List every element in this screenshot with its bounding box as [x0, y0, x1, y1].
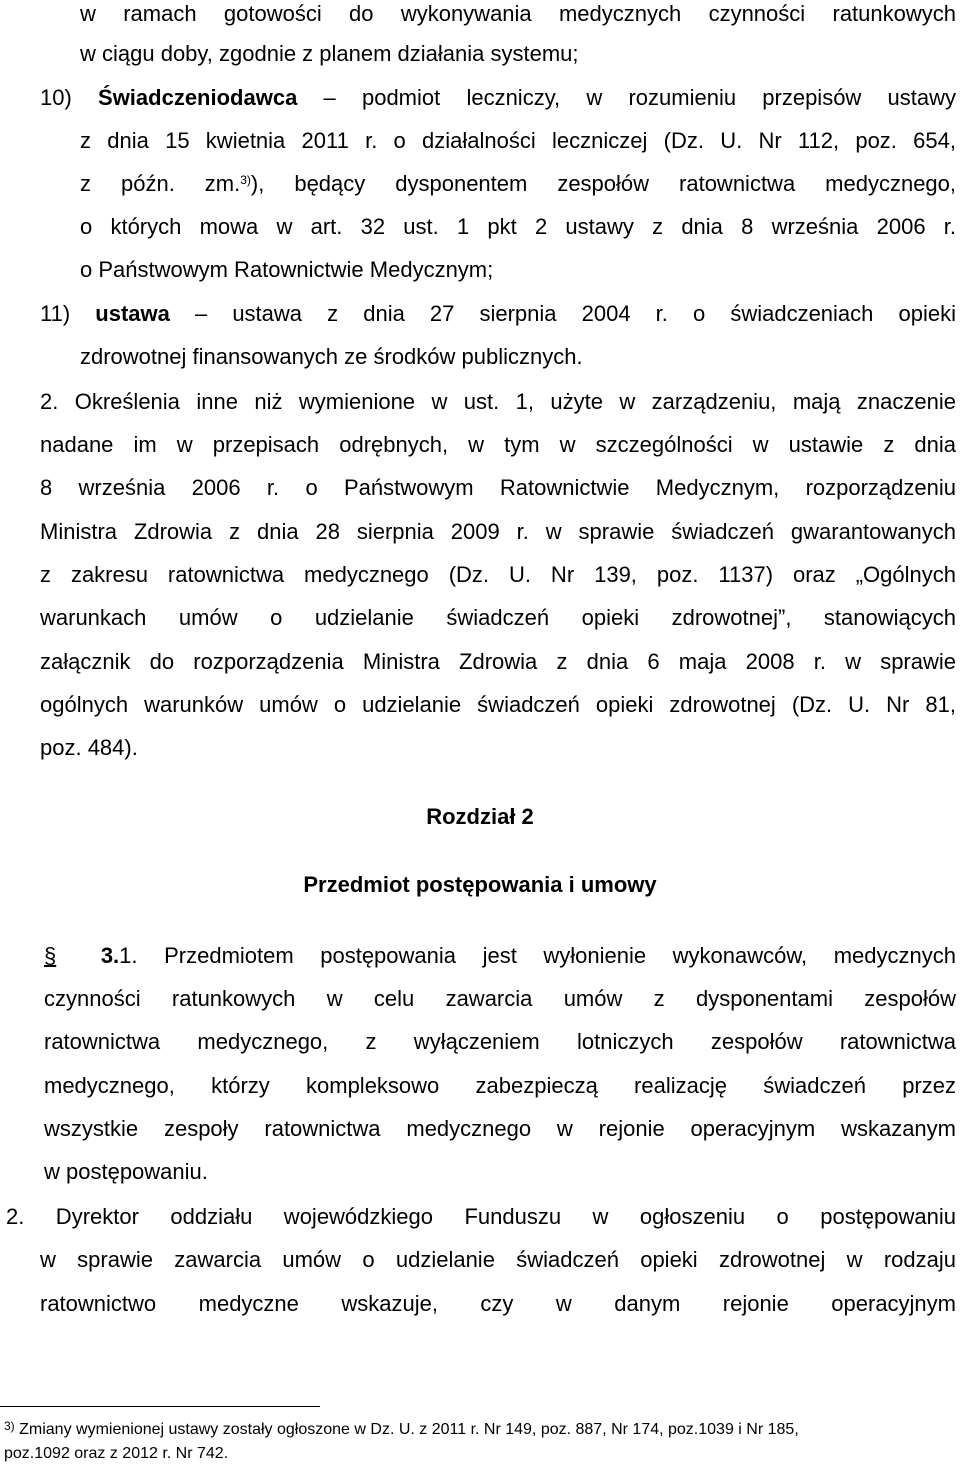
- text-line: Ministra Zdrowia z dnia 28 sierpnia 2009 r. w sprawie świadczeń gwarantowanych: [40, 519, 956, 544]
- text-line: 2. Dyrektor oddziału wojewódzkiego Funduszu w ogłoszeniu o postępowaniu: [6, 1204, 956, 1229]
- defined-term: ustawa: [95, 301, 170, 326]
- text-line: w ramach gotowości do wykonywania medycznych czynności ratunkowych: [80, 1, 956, 26]
- text-line: medycznego, którzy kompleksowo zabezpieczą realizację świadczeń przez: [44, 1073, 956, 1098]
- text-line: warunkach umów o udzielanie świadczeń opieki zdrowotnej”, stanowiących: [40, 605, 956, 630]
- footnote-separator: [0, 1406, 320, 1407]
- text-line: ratownictwo medyczne wskazuje, czy w danym rejonie operacyjnym: [40, 1291, 956, 1316]
- text-line: z zakresu ratownictwa medycznego (Dz. U. Nr 139, poz. 1137) oraz „Ogólnych: [40, 562, 956, 587]
- text-line: nadane im w przepisach odrębnych, w tym w szczególności w ustawie z dnia: [40, 432, 956, 457]
- footnote-ref: 3): [240, 173, 251, 187]
- footnote: [4, 1420, 799, 1440]
- text-line: ogólnych warunków umów o udzielanie świadczeń opieki zdrowotnej (Dz. U. Nr 81,: [40, 692, 956, 717]
- text-line: [80, 170, 956, 198]
- chapter-title: Przedmiot postępowania i umowy: [303, 872, 657, 897]
- text-line: w ciągu doby, zgodnie z planem działania systemu;: [80, 41, 579, 66]
- text-line: o których mowa w art. 32 ust. 1 pkt 2 ustawy z dnia 8 września 2006 r.: [80, 214, 956, 239]
- text-line: załącznik do rozporządzenia Ministra Zdrowia z dnia 6 maja 2008 r. w sprawie: [40, 649, 956, 674]
- text-line: ratownictwa medycznego, z wyłączeniem lotniczych zespołów ratownictwa: [44, 1029, 956, 1054]
- text-line: w sprawie zawarcia umów o udzielanie świadczeń opieki zdrowotnej w rodzaju: [40, 1247, 956, 1272]
- footnote-marker: 3): [4, 1419, 15, 1433]
- defined-term: Świadczeniodawca: [98, 85, 298, 110]
- text-line: poz. 484).: [40, 735, 138, 760]
- item-number: 11): [40, 301, 71, 326]
- text-line: o Państwowym Ratownictwie Medycznym;: [80, 257, 494, 282]
- definition-text: – podmiot leczniczy, w rozumieniu przepisów ustawy: [323, 85, 956, 110]
- text-line: czynności ratunkowych w celu zawarcia umów z dysponentami zespołów: [44, 986, 956, 1011]
- definition-11: [40, 300, 956, 328]
- section-3-first-line: [44, 942, 956, 970]
- text-fragment: ), będący dysponentem zespołów ratownictwa medycznego,: [250, 171, 957, 196]
- text-line: 8 września 2006 r. o Państwowym Ratownictwie Medycznym, rozporządzeniu: [40, 475, 956, 500]
- text-line: zdrowotnej finansowanych ze środków publicznych.: [80, 344, 583, 369]
- definition-text: – ustawa z dnia 27 sierpnia 2004 r. o świadczeniach opieki: [194, 301, 956, 326]
- chapter-heading: Rozdział 2: [426, 804, 534, 829]
- footnote-continuation: poz.1092 oraz z 2012 r. Nr 742.: [4, 1445, 229, 1462]
- text-line: wszystkie zespoły ratownictwa medycznego w rejonie operacyjnym wskazanym: [44, 1116, 956, 1141]
- item-number: 10): [40, 85, 72, 110]
- text-line: z dnia 15 kwietnia 2011 r. o działalności leczniczej (Dz. U. Nr 112, poz. 654,: [80, 128, 956, 153]
- footnote-text: Zmiany wymienionej ustawy zostały ogłoszone w Dz. U. z 2011 r. Nr 149, poz. 887, Nr 174, poz.1039 i Nr 185,: [19, 1421, 799, 1438]
- text-fragment: z późn. zm.: [80, 171, 241, 196]
- text-fragment: Przedmiotem postępowania jest wyłonienie wykonawców, medycznych: [164, 943, 956, 968]
- subsection-number: 1.: [119, 943, 138, 968]
- definition-10: [40, 84, 956, 112]
- section-symbol: §: [44, 943, 57, 968]
- section-number: 3.: [100, 943, 120, 968]
- text-line: 2. Określenia inne niż wymienione w ust. 1, użyte w zarządzeniu, mają znaczenie: [40, 389, 956, 414]
- text-line: w postępowaniu.: [44, 1159, 208, 1184]
